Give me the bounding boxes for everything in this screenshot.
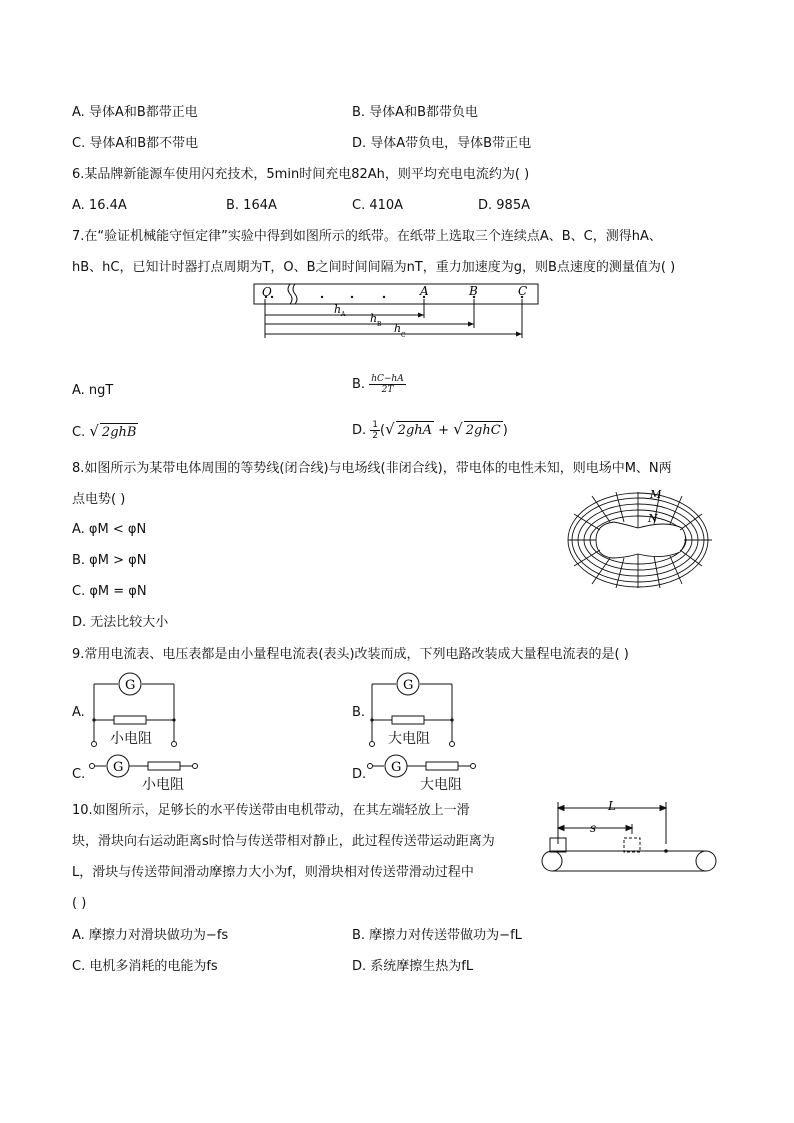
q7-option-d-prefix: D. bbox=[352, 423, 367, 438]
q10-option-d: D. 系统摩擦生热为fL bbox=[352, 959, 474, 974]
q6-option-a: A. 16.4A bbox=[72, 198, 127, 213]
galvanometer-b: G bbox=[403, 678, 414, 693]
tape-label-ha: h bbox=[334, 303, 342, 316]
q7-option-b-prefix: B. bbox=[352, 377, 366, 392]
galvanometer-d: G bbox=[391, 760, 402, 775]
q9-option-d-label: D. bbox=[352, 767, 367, 782]
q10-stem-line1: 10.如图所示，足够长的水平传送带由电机带动，在其左端轻放上一滑 bbox=[72, 803, 470, 818]
circuit-d-caption: 大电阻 bbox=[420, 777, 462, 793]
q7-option-d-denominator: 2 bbox=[372, 431, 379, 441]
circuit-b-caption: 大电阻 bbox=[388, 731, 430, 747]
tape-label-hc: h bbox=[394, 322, 402, 335]
label-n: N bbox=[648, 512, 658, 525]
tape-label-c: C bbox=[518, 284, 528, 298]
q10-option-b: B. 摩擦力对传送带做功为−fL bbox=[352, 928, 522, 943]
tape-label-hb: h bbox=[370, 312, 378, 325]
q8-option-b: B. φM > φN bbox=[72, 553, 147, 568]
q7-option-d-radicand-1: 2ghA bbox=[397, 423, 433, 438]
q6-stem: 6.某品牌新能源车使用闪充技术，5min时间充电82Ah，则平均充电电流约为( ) bbox=[72, 167, 530, 182]
q7-option-d-numerator: 1 bbox=[372, 420, 379, 430]
q7-option-c: C. √ 2ghB bbox=[72, 422, 137, 440]
q8-option-d: D. 无法比较大小 bbox=[72, 615, 169, 630]
q7-option-c-prefix: C. bbox=[72, 425, 86, 440]
q7-option-b bbox=[352, 374, 406, 395]
q9-option-c-label: C. bbox=[72, 767, 86, 782]
q8-option-a: A. φM < φN bbox=[72, 522, 147, 537]
conveyor-figure bbox=[536, 798, 722, 882]
q7-stem-line2: hB、hC，已知计时器打点周期为T，O、B之间时间间隔为nT，重力加速度为g，则B点速度的测量值为( ) bbox=[72, 260, 676, 275]
q7-option-d-fraction bbox=[370, 420, 380, 441]
q8-stem-line1: 8.如图所示为某带电体周围的等势线(闭合线)与电场线(非闭合线)，带电体的电性未知，则电场中M、N两 bbox=[72, 461, 672, 476]
label-s: s bbox=[590, 821, 597, 835]
q7-option-b-fraction bbox=[369, 374, 406, 395]
q9-option-b-label: B. bbox=[352, 705, 366, 720]
q8-stem-line2: 点电势( ) bbox=[72, 492, 126, 507]
equipotential-figure bbox=[566, 484, 716, 596]
q5-option-b: B. 导体A和B都带负电 bbox=[352, 105, 478, 120]
tape-label-ha-sub: A bbox=[341, 311, 346, 318]
label-l: L bbox=[608, 799, 616, 813]
q7-option-b-numerator: hC−hA bbox=[371, 374, 404, 384]
tape-label-hc-sub: C bbox=[401, 332, 406, 339]
q6-option-d: D. 985A bbox=[478, 198, 530, 213]
q7-option-a: A. ngT bbox=[72, 383, 114, 398]
galvanometer-a: G bbox=[125, 678, 136, 693]
q10-stem-line2: 块，滑块向右运动距离s时恰与传送带相对静止，此过程传送带运动距离为 bbox=[72, 834, 495, 849]
q8-option-c: C. φM = φN bbox=[72, 584, 147, 599]
tape-label-a: A bbox=[420, 284, 429, 298]
tape-label-b: B bbox=[469, 284, 478, 298]
tape-label-hb-sub: B bbox=[377, 321, 382, 328]
q5-option-a: A. 导体A和B都带正电 bbox=[72, 105, 198, 120]
galvanometer-c: G bbox=[113, 760, 124, 775]
q7-option-d-radicand-2: 2ghC bbox=[465, 423, 501, 438]
q7-stem-line1: 7.在“验证机械能守恒定律”实验中得到如图所示的纸带。在纸带上选取三个连续点A、B、C，测得hA、 bbox=[72, 229, 662, 244]
q10-stem-line3: L，滑块与传送带间滑动摩擦力大小为f，则滑块相对传送带滑动过程中 bbox=[72, 865, 474, 880]
label-m: M bbox=[650, 488, 662, 501]
q9-option-a-label: A. bbox=[72, 705, 85, 720]
circuit-c-caption: 小电阻 bbox=[142, 777, 184, 793]
q10-option-c: C. 电机多消耗的电能为fs bbox=[72, 959, 218, 974]
q6-option-b: B. 164A bbox=[226, 198, 277, 213]
tape-label-o: O bbox=[262, 285, 272, 299]
q10-option-a: A. 摩擦力对滑块做功为−fs bbox=[72, 928, 229, 943]
q9-stem: 9.常用电流表、电压表都是由小量程电流表(表头)改装而成，下列电路改装成大量程电流表的是( ) bbox=[72, 647, 629, 662]
q5-option-d: D. 导体A带负电，导体B带正电 bbox=[352, 136, 532, 151]
circuit-a-caption: 小电阻 bbox=[110, 731, 152, 747]
q7-option-d: D. $\frac{1}{2}$ (√ 2ghA + √ 2ghC ) bbox=[352, 420, 508, 441]
q7-option-b-denominator: 2T bbox=[381, 385, 394, 395]
q7-option-c-radicand: 2ghB bbox=[101, 425, 137, 440]
paper-tape-figure bbox=[250, 282, 550, 348]
q7-option-d-plus: + bbox=[438, 423, 450, 438]
q6-option-c: C. 410A bbox=[352, 198, 404, 213]
q5-option-c: C. 导体A和B都不带电 bbox=[72, 136, 199, 151]
q10-stem-line4: ( ) bbox=[72, 896, 87, 911]
